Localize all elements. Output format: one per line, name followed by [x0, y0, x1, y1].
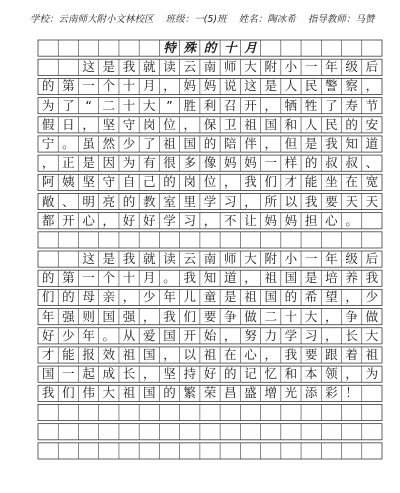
text-char: 的	[304, 155, 318, 171]
text-char: 力	[264, 327, 277, 343]
text-char: 一	[304, 59, 318, 75]
text-char: 儿	[183, 289, 196, 305]
grid-row	[38, 443, 382, 459]
text-char: 了	[62, 97, 75, 113]
title-char: 月	[244, 40, 257, 56]
text-char: 这	[82, 251, 95, 267]
text-char: 是	[82, 155, 95, 171]
text-char: 为	[41, 97, 55, 113]
text-char: 领	[325, 366, 338, 382]
text-char: 十	[284, 308, 298, 324]
text-char: 了	[143, 136, 156, 151]
text-char: 祖	[365, 347, 379, 362]
text-char: 习	[304, 327, 318, 343]
text-char: 年	[41, 308, 55, 324]
text-char: 亲	[102, 289, 116, 305]
text-char: 个	[102, 270, 116, 286]
text-char: 忆	[264, 366, 277, 382]
text-char: 则	[82, 308, 95, 324]
text-char: 说	[223, 78, 237, 94]
text-char: 坐	[325, 174, 338, 190]
text-char: 后	[365, 251, 379, 267]
text-char: ，	[365, 78, 379, 94]
text-char: 是	[102, 59, 116, 75]
text-char: 让	[244, 212, 257, 228]
text-char: 是	[304, 136, 318, 151]
text-char: ，	[122, 289, 136, 305]
text-char: 争	[345, 308, 358, 324]
text-char: ，	[244, 270, 257, 286]
text-char: 十	[122, 78, 136, 94]
text-char: 国	[264, 289, 277, 305]
text-char: 叔	[345, 155, 358, 171]
text-char: 祖	[203, 347, 217, 362]
text-char: ，	[82, 116, 95, 132]
text-char: 习	[223, 193, 237, 209]
text-char: 养	[345, 270, 358, 286]
text-char: 附	[264, 59, 277, 75]
text-char: 利	[203, 97, 217, 113]
text-char: 年	[325, 251, 338, 267]
text-char: 为	[365, 366, 379, 382]
text-char: 国	[41, 366, 55, 382]
teacher-name: 指导教师：马赞	[307, 14, 375, 25]
title-char: 的	[203, 40, 217, 56]
text-char: 妈	[264, 212, 277, 228]
text-char: 里	[183, 193, 196, 209]
text-char: 第	[62, 78, 75, 94]
text-char: 第	[62, 270, 75, 286]
text-char: 级	[345, 59, 358, 75]
text-char: 的	[41, 78, 55, 94]
text-char: 附	[264, 251, 277, 267]
text-char: 争	[223, 308, 237, 324]
text-char: 天	[365, 193, 379, 209]
text-char: 着	[345, 347, 358, 362]
text-char: 跟	[325, 347, 338, 362]
text-char: 道	[223, 270, 237, 286]
text-char: 然	[102, 136, 116, 151]
text-char: ”	[166, 97, 173, 113]
text-char: 心	[244, 347, 257, 362]
text-char: 的	[203, 136, 217, 151]
student-name: 姓名：陶冰希	[238, 14, 296, 25]
text-char: 妈	[183, 78, 196, 94]
text-char: 荣	[203, 385, 217, 401]
text-char: 宽	[365, 174, 379, 190]
text-char: 国	[284, 270, 298, 286]
text-char: ，	[143, 366, 156, 382]
text-char: 学	[203, 193, 217, 209]
text-char: 道	[365, 136, 379, 151]
text-char: 了	[325, 97, 338, 113]
text-char: 繁	[183, 385, 196, 401]
text-char: 不	[223, 212, 237, 228]
text-char: 民	[304, 78, 318, 94]
text-char: 警	[325, 78, 338, 94]
text-char: 的	[163, 385, 176, 401]
text-char: ，	[264, 347, 277, 362]
text-char: 十	[122, 97, 136, 113]
text-char: 我	[244, 174, 257, 190]
school-label: 学校：云南师大附小文林校区	[30, 14, 154, 25]
text-char: 级	[345, 251, 358, 267]
text-char: 南	[203, 251, 217, 267]
text-char: 自	[122, 174, 136, 190]
grid-row	[38, 424, 382, 440]
title-char: 殊	[183, 40, 196, 56]
text-char: 本	[304, 366, 318, 382]
text-char: 一	[304, 251, 318, 267]
text-char: 少	[62, 327, 75, 343]
text-char: 爱	[143, 327, 156, 343]
text-char: 伴	[244, 136, 257, 151]
text-char: 我	[325, 136, 338, 151]
text-char: 月	[143, 270, 156, 286]
text-char: 望	[325, 289, 338, 305]
text-char: 。	[345, 212, 358, 228]
text-char: ，	[345, 366, 358, 382]
text-char: 我	[122, 251, 136, 267]
title-char: 十	[223, 40, 237, 56]
text-char: 天	[345, 193, 358, 209]
text-char: 好	[41, 327, 55, 343]
text-char: 为	[122, 155, 136, 171]
text-char: 祖	[264, 270, 277, 286]
text-char: 国	[102, 308, 116, 324]
text-char: 位	[203, 174, 217, 190]
text-char: ，	[325, 308, 338, 324]
text-char: 心	[82, 212, 95, 228]
text-char: ，	[223, 327, 237, 343]
text-char: 样	[284, 155, 298, 171]
text-char: 都	[41, 212, 55, 228]
text-char: 是	[223, 289, 237, 305]
text-char: 的	[122, 193, 136, 209]
text-char: 明	[82, 193, 95, 209]
text-char: 察	[345, 78, 358, 94]
text-char: 是	[264, 78, 277, 94]
text-char: 所	[264, 193, 277, 209]
text-char: 好	[203, 366, 217, 382]
text-char: 岗	[183, 174, 196, 190]
text-char: 童	[203, 289, 217, 305]
text-char: 安	[365, 116, 379, 132]
text-char: 室	[163, 193, 176, 209]
text-char: ，	[244, 193, 257, 209]
text-char: 添	[304, 385, 318, 401]
text-char: 好	[143, 212, 156, 228]
text-char: ，	[183, 116, 196, 132]
text-char: 成	[102, 366, 116, 382]
text-char: 这	[244, 78, 257, 94]
text-char: 日	[62, 116, 75, 132]
text-char: 年	[163, 289, 176, 305]
text-char: 岗	[143, 116, 156, 132]
text-char: 光	[284, 385, 298, 401]
text-char: 妈	[203, 78, 217, 94]
text-char: 叔	[325, 155, 338, 171]
text-char: 在	[223, 347, 237, 362]
text-char: 以	[183, 347, 196, 362]
text-char: 做	[244, 308, 257, 324]
text-char: 强	[122, 308, 136, 324]
text-char: 大	[102, 385, 116, 401]
text-char: 就	[143, 59, 156, 75]
text-char: 我	[41, 385, 55, 401]
text-char: 二	[264, 308, 277, 324]
text-char: 的	[163, 174, 176, 190]
text-char: 。	[163, 270, 176, 286]
text-char: 小	[284, 251, 298, 267]
text-char: 。	[102, 327, 116, 343]
text-char: 己	[143, 174, 156, 190]
text-char: 们	[183, 308, 196, 324]
text-char: 宁	[41, 136, 55, 151]
text-char: 学	[163, 212, 176, 228]
text-char: 努	[244, 327, 257, 343]
grid-row	[38, 404, 382, 420]
text-char: 少	[122, 136, 136, 151]
text-char: 培	[325, 270, 338, 286]
text-char: 个	[102, 78, 116, 94]
text-char: 因	[102, 155, 116, 171]
text-char: 陪	[223, 136, 237, 151]
text-char: 寿	[345, 97, 358, 113]
text-char: 国	[143, 347, 156, 362]
text-char: 们	[41, 289, 55, 305]
text-char: 国	[143, 385, 156, 401]
text-char: ，	[325, 327, 338, 343]
text-char: 我	[304, 193, 318, 209]
text-char: 才	[284, 174, 298, 190]
text-char: 效	[102, 347, 116, 362]
text-char: 能	[304, 174, 318, 190]
text-char: 大	[244, 251, 257, 267]
text-char: 要	[203, 308, 217, 324]
text-char: 正	[62, 155, 75, 171]
text-char: 国	[183, 136, 196, 151]
text-char: 是	[102, 251, 116, 267]
grid-row	[38, 232, 382, 248]
text-char: 是	[304, 270, 318, 286]
title-char: 特	[163, 40, 176, 56]
text-char: 我	[183, 270, 196, 286]
text-char: 。	[62, 136, 75, 151]
text-char: 胜	[183, 97, 196, 113]
text-char: 卫	[223, 116, 237, 132]
text-char: 母	[82, 289, 95, 305]
text-char: 很	[163, 155, 176, 171]
text-char: 年	[325, 59, 338, 75]
text-char: 十	[122, 270, 136, 286]
text-char: 民	[325, 116, 338, 132]
text-char: 开	[62, 212, 75, 228]
text-char: 知	[203, 270, 217, 286]
text-char: 人	[304, 116, 318, 132]
text-char: 一	[82, 78, 95, 94]
text-char: 云	[183, 251, 196, 267]
text-char: 大	[244, 59, 257, 75]
class-label: 班级：一(5)班	[165, 14, 227, 25]
text-char: 开	[244, 97, 257, 113]
text-char: 但	[284, 136, 298, 151]
text-char: 守	[122, 116, 136, 132]
text-char: ，	[223, 174, 237, 190]
text-char: 祖	[244, 289, 257, 305]
text-char: 大	[304, 308, 318, 324]
text-char: 节	[365, 97, 379, 113]
text-char: 师	[223, 59, 237, 75]
text-char: 的	[41, 270, 55, 286]
text-char: 好	[122, 212, 136, 228]
text-char: 起	[82, 366, 95, 382]
text-char: 敞	[41, 193, 55, 209]
text-char: 们	[264, 174, 277, 190]
text-char: 要	[304, 347, 318, 362]
text-char: 长	[122, 366, 136, 382]
text-char: 一	[62, 366, 75, 382]
text-char: 人	[284, 78, 298, 94]
text-char: 亮	[102, 193, 116, 209]
text-char: 昌	[223, 385, 237, 401]
text-char: 保	[203, 116, 217, 132]
text-char: 祖	[244, 116, 257, 132]
text-char: 始	[203, 327, 217, 343]
text-char: 有	[143, 155, 156, 171]
text-char: 祖	[163, 136, 176, 151]
text-char: 牲	[304, 97, 318, 113]
text-char: 要	[325, 193, 338, 209]
text-char: ，	[102, 212, 116, 228]
text-char: 能	[62, 347, 75, 362]
text-char: 以	[284, 193, 298, 209]
text-char: 、	[365, 155, 379, 171]
text-char: 知	[345, 136, 358, 151]
text-char: 学	[284, 327, 298, 343]
text-char: 从	[122, 327, 136, 343]
text-char: 姨	[62, 174, 75, 190]
text-char: 的	[62, 289, 75, 305]
text-char: ，	[163, 347, 176, 362]
text-char: 二	[102, 97, 116, 113]
text-char: 读	[163, 59, 176, 75]
text-char: 我	[163, 308, 176, 324]
text-char: 担	[304, 212, 318, 228]
text-char: 我	[122, 59, 136, 75]
text-char: 妈	[223, 155, 237, 171]
text-char: 坚	[163, 366, 176, 382]
text-char: ，	[264, 97, 277, 113]
text-char: ，	[264, 136, 277, 151]
text-char: 师	[223, 251, 237, 267]
text-char: 记	[244, 366, 257, 382]
text-char: 和	[284, 116, 298, 132]
text-char: 坚	[102, 116, 116, 132]
text-char: 大	[365, 327, 379, 343]
text-char: 的	[345, 116, 358, 132]
text-char: 召	[223, 97, 237, 113]
text-char: 像	[203, 155, 217, 171]
text-char: ，	[203, 212, 217, 228]
text-char: 我	[284, 347, 298, 362]
text-char: 这	[82, 59, 95, 75]
text-char: 才	[41, 347, 55, 362]
text-char: 小	[284, 59, 298, 75]
text-char: 增	[264, 385, 277, 401]
text-char: 阿	[41, 174, 55, 190]
text-char: 盛	[244, 385, 257, 401]
text-char: 彩	[325, 385, 338, 401]
text-char: 做	[365, 308, 379, 324]
text-char: 多	[183, 155, 196, 171]
text-char: 位	[163, 116, 176, 132]
text-char: 国	[163, 327, 176, 343]
text-char: 祖	[122, 347, 136, 362]
text-char: 习	[183, 212, 196, 228]
text-char: 牺	[284, 97, 298, 113]
text-char: 心	[325, 212, 338, 228]
text-char: 一	[264, 155, 277, 171]
text-char: 国	[264, 116, 277, 132]
text-char: 开	[183, 327, 196, 343]
text-char: 报	[82, 347, 95, 362]
text-char: 读	[163, 251, 176, 267]
text-char: 假	[41, 116, 55, 132]
text-char: 长	[345, 327, 358, 343]
text-char: 大	[143, 97, 156, 113]
text-char: 虽	[82, 136, 95, 151]
text-char: 的	[284, 289, 298, 305]
text-char: 守	[102, 174, 116, 190]
text-char: 的	[223, 366, 237, 382]
text-char: 少	[143, 289, 156, 305]
text-char: ，	[345, 289, 358, 305]
text-char: ，	[41, 155, 55, 171]
text-char: ，	[143, 308, 156, 324]
text-char: 妈	[244, 155, 257, 171]
text-char: 在	[345, 174, 358, 190]
text-char: 就	[143, 251, 156, 267]
text-char: 、	[62, 193, 75, 209]
text-char: 强	[62, 308, 75, 324]
text-char: ！	[345, 385, 358, 401]
text-char: 一	[82, 270, 95, 286]
text-char: “	[85, 97, 92, 113]
text-char: 教	[143, 193, 156, 209]
text-char: 南	[203, 59, 217, 75]
text-char: 们	[62, 385, 75, 401]
text-char: 我	[365, 270, 379, 286]
text-char: 希	[304, 289, 318, 305]
text-char: 祖	[122, 385, 136, 401]
text-char: 和	[284, 366, 298, 382]
text-char: 妈	[284, 212, 298, 228]
text-char: 后	[365, 59, 379, 75]
text-char: 年	[82, 327, 95, 343]
text-char: 云	[183, 59, 196, 75]
text-char: ，	[163, 78, 176, 94]
text-char: 坚	[82, 174, 95, 190]
text-char: 伟	[82, 385, 95, 401]
text-char: 月	[143, 78, 156, 94]
text-char: 少	[365, 289, 379, 305]
text-char: 持	[183, 366, 196, 382]
